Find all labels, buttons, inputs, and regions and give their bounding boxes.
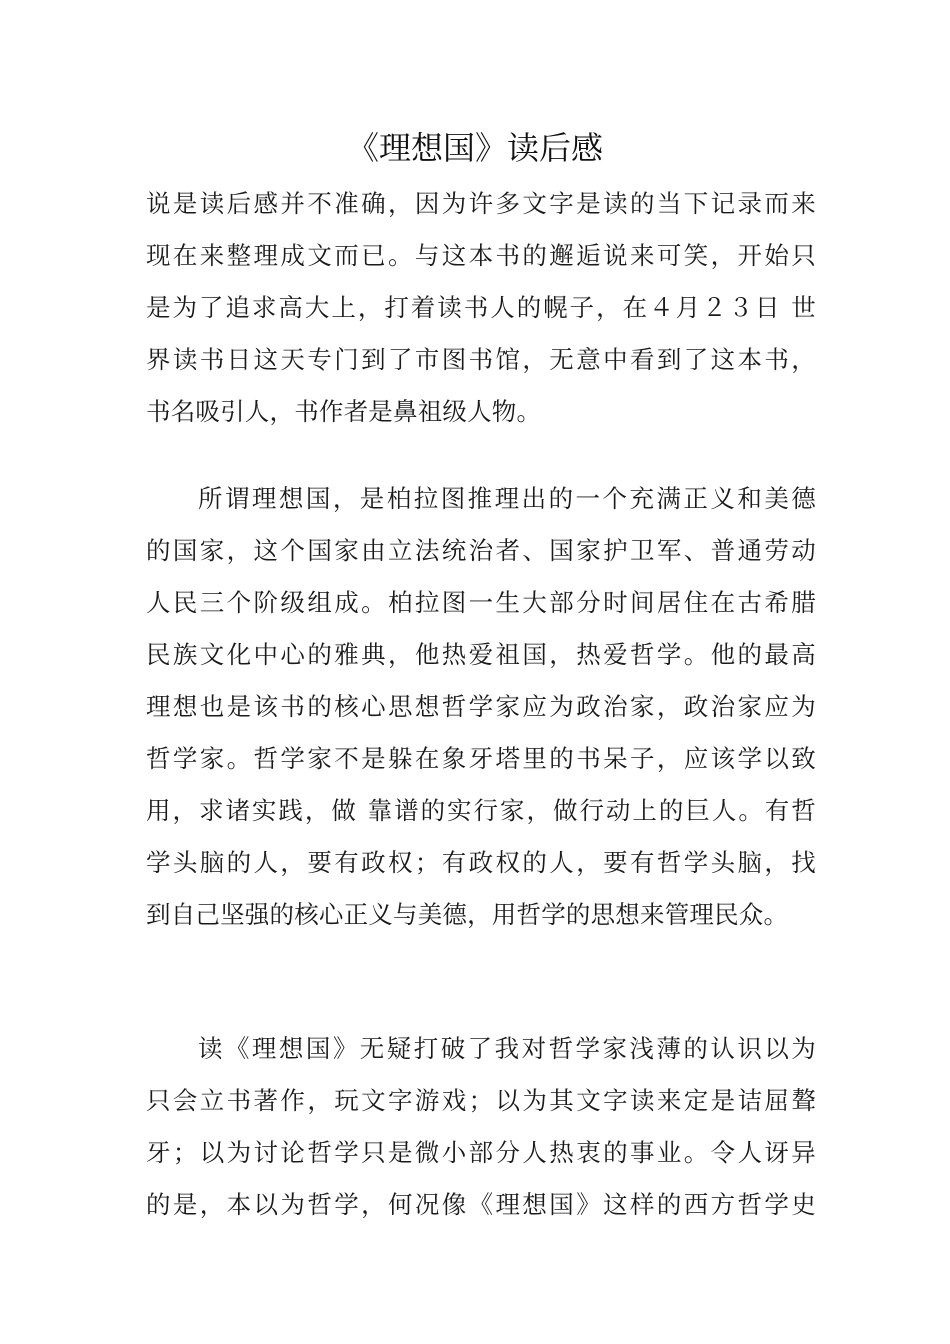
paragraph-line: 人民三个阶级组成。柏拉图一生大部分时间居住在古希腊	[146, 588, 816, 617]
paragraph-2	[146, 473, 816, 941]
paragraph-line: 的是，本以为哲学，何况像《理想国》这样的西方哲学史	[146, 1190, 816, 1219]
paragraph-line: 学头脑的人，要有政权；有政权的人，要有哲学头脑，找	[146, 848, 816, 877]
paragraph-line: 用，求诸实践，做 靠谱的实行家，做行动上的巨人。有哲	[146, 796, 816, 825]
paragraph-line: 牙；以为讨论哲学只是微小部分人热衷的事业。令人讶异	[146, 1138, 816, 1167]
paragraph-line: 理想也是该书的核心思想哲学家应为政治家，政治家应为	[146, 692, 816, 721]
paragraph-line: 只会立书著作，玩文字游戏；以为其文字读来定是诘屈聱	[146, 1086, 816, 1115]
paragraph-3	[146, 1023, 816, 1231]
paragraph-line: 书名吸引人，书作者是鼻祖级人物。	[146, 397, 542, 426]
paragraph-line: 是为了追求高大上，打着读书人的幌子，在４月２３日 世	[146, 293, 816, 322]
paragraph-line: 说是读后感并不准确，因为许多文字是读的当下记录而来	[146, 189, 816, 218]
paragraph-line: 读《理想国》无疑打破了我对哲学家浅薄的认识以为	[198, 1034, 816, 1063]
paragraph-line: 到自己坚强的核心正义与美德，用哲学的思想来管理民众。	[146, 900, 789, 929]
paragraph-line: 哲学家。哲学家不是躲在象牙塔里的书呆子，应该学以致	[146, 744, 816, 773]
paragraph-line: 现在来整理成文而已。与这本书的邂逅说来可笑，开始只	[146, 241, 816, 270]
paragraph-line: 的国家，这个国家由立法统治者、国家护卫军、普通劳动	[146, 536, 816, 565]
paragraph-line: 民族文化中心的雅典，他热爱祖国，热爱哲学。他的最高	[146, 640, 816, 669]
paragraph-line: 所谓理想国，是柏拉图推理出的一个充满正义和美德	[198, 484, 816, 513]
paragraph-1	[146, 178, 816, 438]
paragraph-line: 界读书日这天专门到了市图书馆，无意中看到了这本书，	[146, 345, 816, 374]
document-title: 《理想国》读后感	[346, 129, 603, 167]
